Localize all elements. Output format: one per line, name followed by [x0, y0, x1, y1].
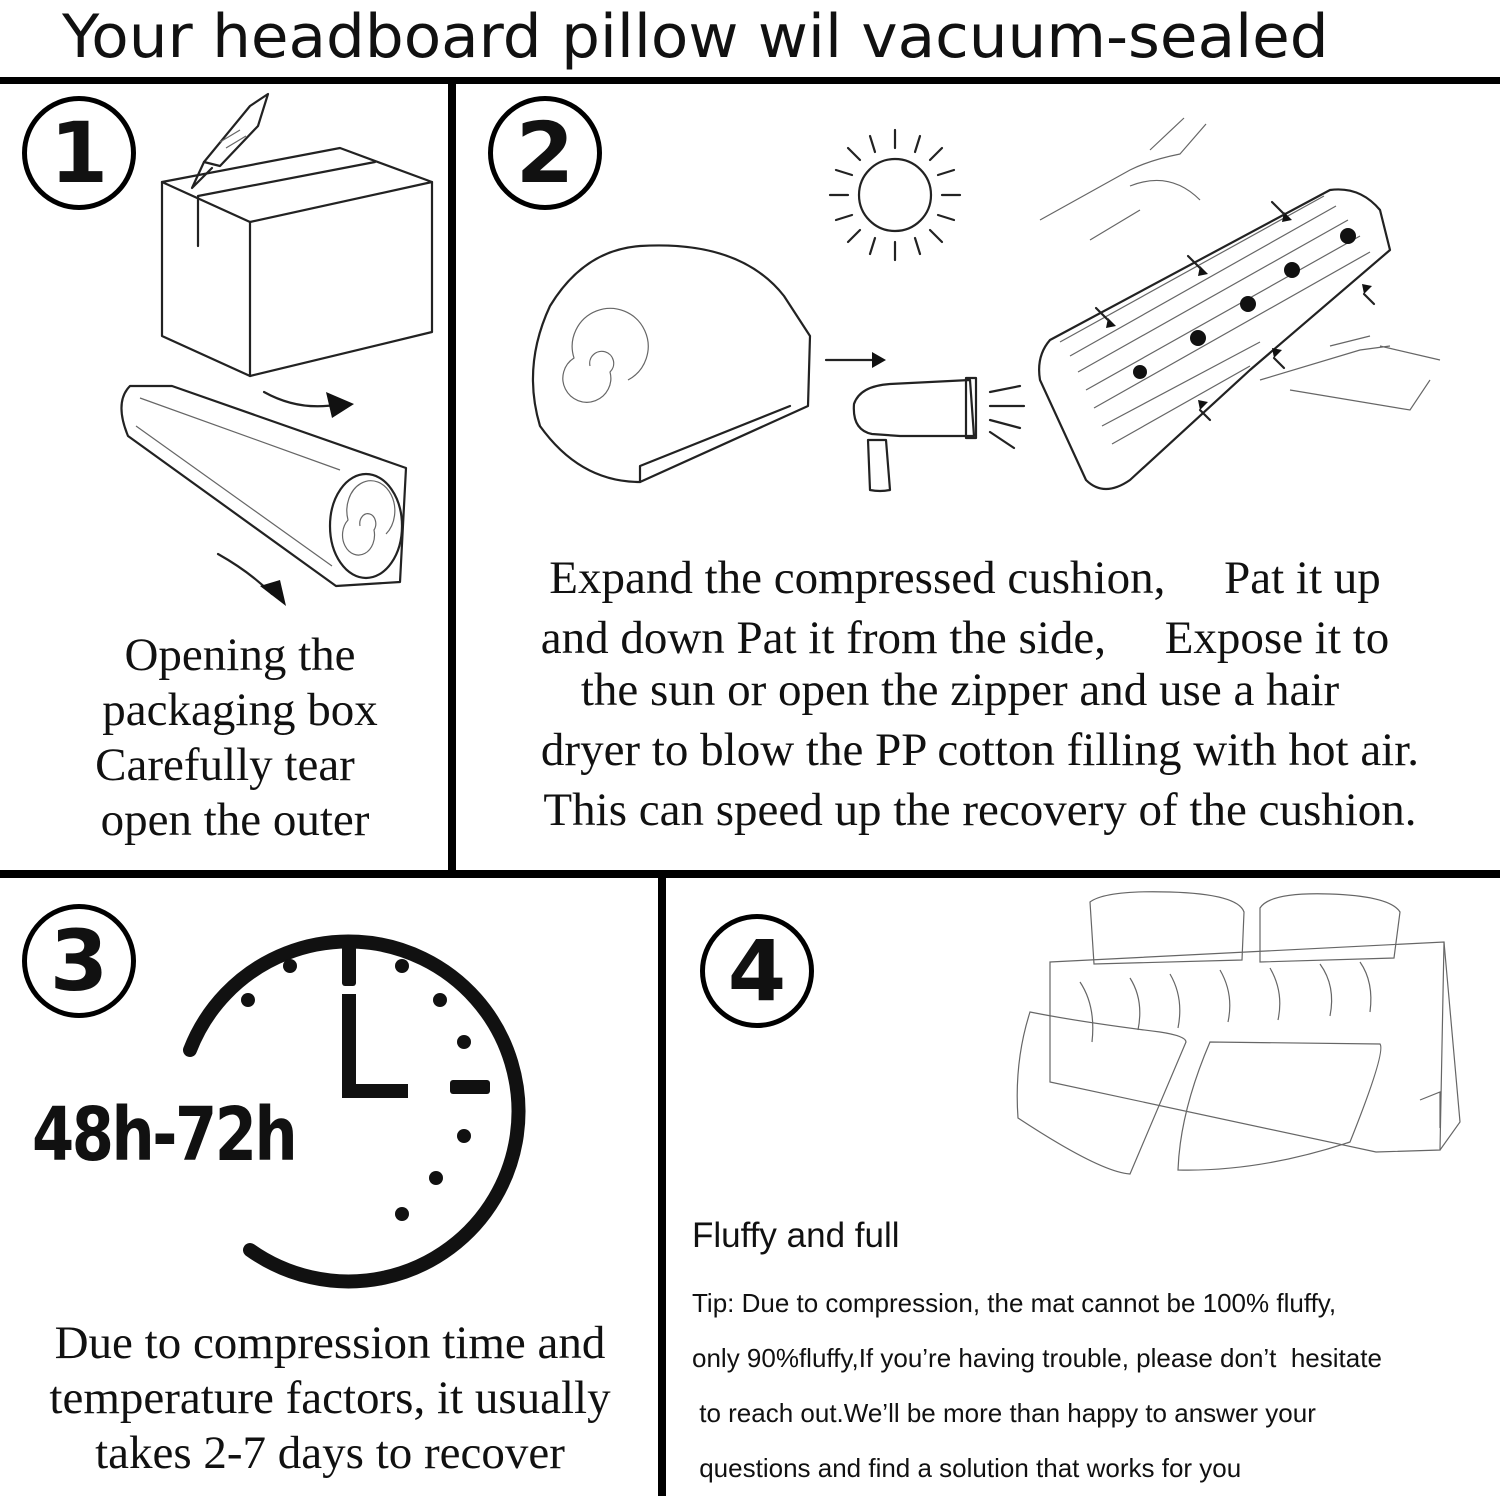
box-cutter-illustration — [100, 86, 450, 626]
step-1-line: Carefully tear — [95, 739, 355, 791]
bottom-divider — [658, 876, 666, 1496]
duration-label: 48h-72h — [32, 1092, 296, 1178]
step-1-line: open the outer — [100, 794, 370, 846]
middle-rule — [0, 870, 1500, 878]
step-1-line: Opening the — [124, 629, 356, 681]
step-3-text — [18, 1316, 642, 1481]
step-4-tip-line: only 90%fluffy,If you’re having trouble, please don’t hesitate — [692, 1343, 1382, 1373]
step-2-text — [460, 548, 1500, 840]
step-4-tip-line: to reach out.We’ll be more than happy to answer your — [692, 1398, 1316, 1428]
step-4-tip-line: Tip: Due to compression, the mat cannot be 100% fluffy, — [692, 1288, 1337, 1318]
step-2-number: 2 — [488, 96, 602, 210]
step-4-heading: Fluffy and full — [692, 1216, 900, 1255]
step-1-line: packaging box — [102, 684, 378, 736]
step-3-number: 3 — [22, 904, 136, 1018]
step-3-line: takes 2-7 days to recover — [95, 1427, 565, 1479]
step-2-line: dryer to blow the PP cotton filling with hot air. — [540, 724, 1420, 776]
page-title: Your headboard pillow wil vacuum-sealed — [62, 2, 1329, 72]
step-2-line: This can speed up the recovery of the cushion. — [543, 784, 1417, 836]
step-3-line: Due to compression time and — [54, 1317, 606, 1369]
step-1-text — [40, 628, 440, 848]
step-2-line: the sun or open the zipper and use a hair — [580, 664, 1340, 716]
step-2-line: Expand the compressed cushion, Pat it up — [549, 552, 1381, 604]
sun-icon — [820, 120, 970, 270]
compressed-cushion-icon — [520, 236, 820, 486]
patting-cushion-illustration — [1030, 110, 1460, 500]
step-4-number: 4 — [700, 914, 814, 1028]
step-4-tip-line: questions and find a solution that works for you — [692, 1453, 1242, 1483]
top-rule — [0, 77, 1500, 84]
step-1-number: 1 — [22, 96, 136, 210]
step-2-line: and down Pat it from the side, Expose it to — [540, 612, 1390, 664]
headboard-pillow-illustration — [1010, 882, 1470, 1182]
box-icon — [162, 148, 432, 376]
step-4-tip — [692, 1276, 1492, 1496]
hair-dryer-icon — [820, 340, 1040, 500]
step-3-line: temperature factors, it usually — [49, 1372, 611, 1424]
rolled-cushion-icon — [121, 386, 406, 586]
